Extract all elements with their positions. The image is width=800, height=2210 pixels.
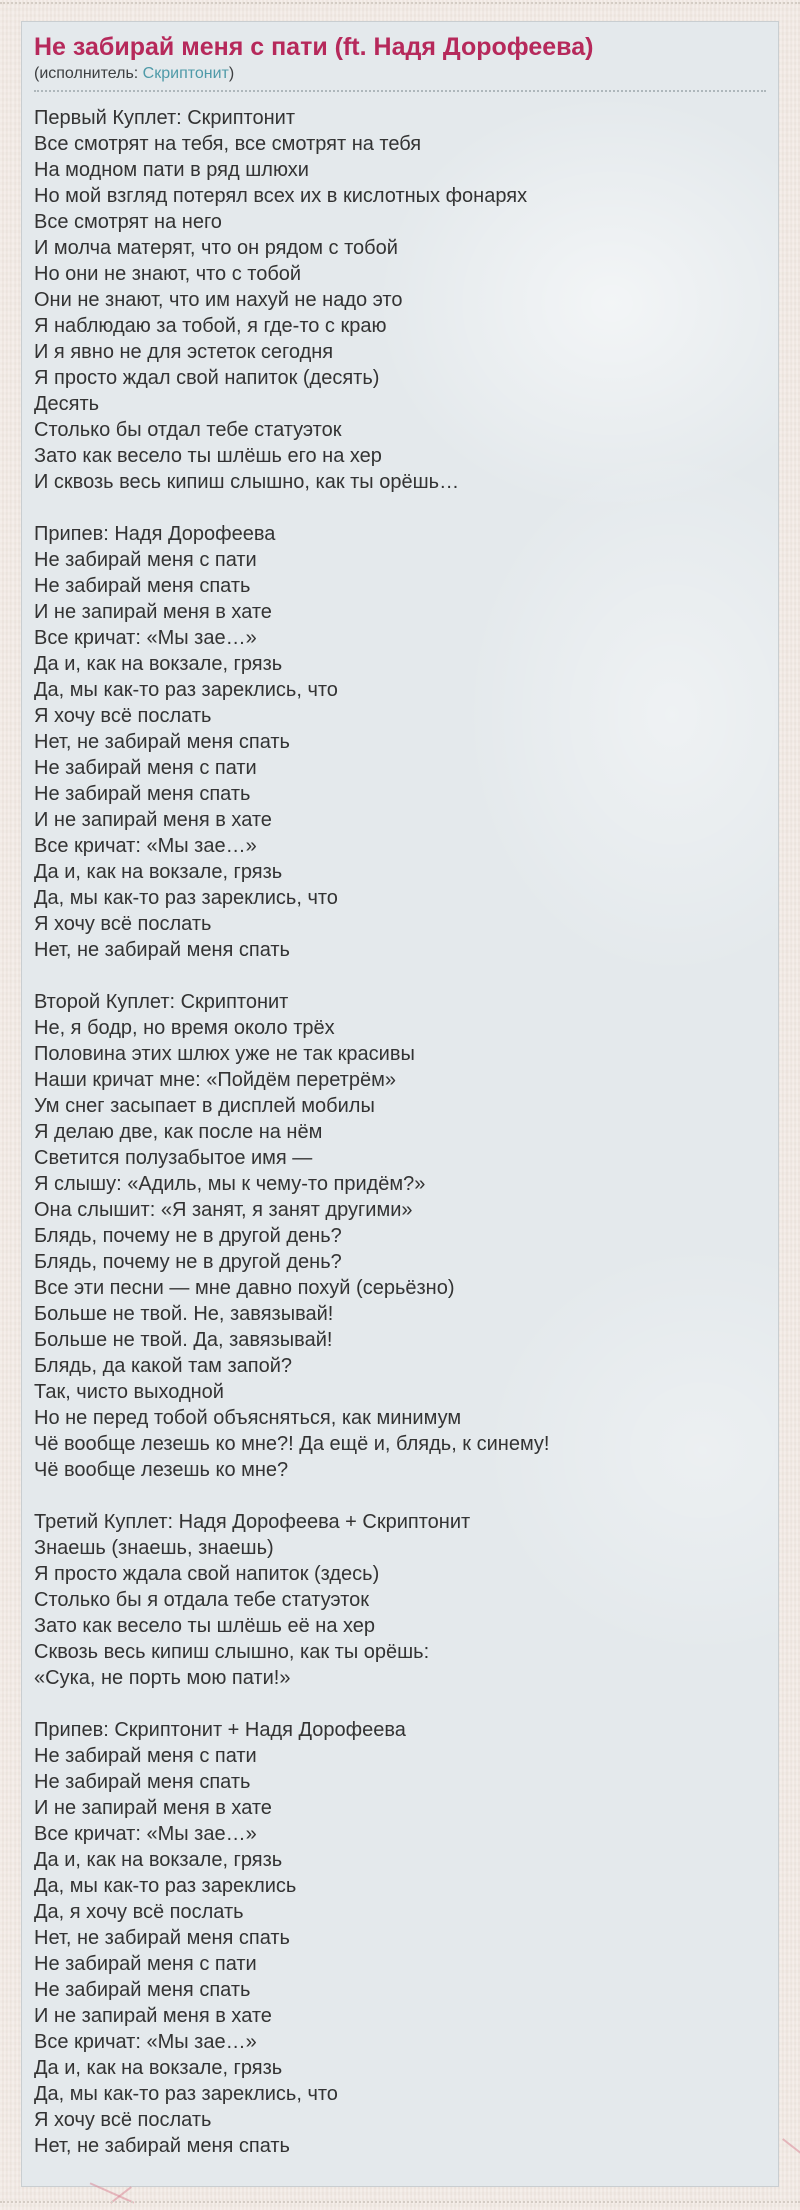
lyric-line: Да и, как на вокзале, грязь [34,653,283,675]
lyric-line: Знаешь (знаешь, знаешь) [34,1537,274,1559]
dashed-separator [34,90,766,92]
lyric-line: Нет, не забирай меня спать [34,1927,290,1949]
lyric-line: Наши кричат мне: «Пойдём перетрём» [34,1069,396,1091]
lyric-line: Первый Куплет: Скриптонит [34,107,295,129]
artist-label-suffix: ) [228,65,235,82]
lyric-line: Да, я хочу всё послать [34,1901,244,1923]
stanza [34,1509,766,1691]
lyric-line: Блядь, почему не в другой день? [34,1251,342,1273]
lyric-line: Не забирай меня с пати [34,757,257,779]
lyric-line: Ум снег засыпает в дисплей мобилы [34,1095,375,1117]
lyric-line: Я хочу всё послать [34,2109,212,2131]
lyric-line: И сквозь весь кипиш слышно, как ты орёшь… [34,471,460,493]
page-title: Не забирай меня с пати (ft. Надя Дорофеева) [34,33,594,61]
lyric-line: Не забирай меня с пати [34,1953,257,1975]
lyric-line: Не забирай меня с пати [34,1745,257,1767]
lyric-line: И молча матерят, что он рядом с тобой [34,237,398,259]
artist-label: (исполнитель: [34,65,143,82]
lyric-line: Да, мы как-то раз зареклись, что [34,679,338,701]
lyric-line: Припев: Скриптонит + Надя Дорофеева [34,1719,406,1741]
lyric-line: Но мой взгляд потерял всех их в кислотных фонарях [34,185,528,207]
lyric-line: И не запирай меня в хате [34,809,272,831]
lyric-line: Но они не знают, что с тобой [34,263,302,285]
lyric-line: Нет, не забирай меня спать [34,731,290,753]
lyric-line: Блядь, да какой там запой? [34,1355,292,1377]
lyric-line: Я слышу: «Адиль, мы к чему-то придём?» [34,1173,426,1195]
artist-link[interactable]: Скриптонит [142,65,229,82]
lyric-line: На модном пати в ряд шлюхи [34,159,309,181]
top-dotted-border [0,2,800,4]
lyric-line: Все кричат: «Мы зае…» [34,835,257,857]
lyric-line: Блядь, почему не в другой день? [34,1225,342,1247]
lyric-line: Второй Куплет: Скриптонит [34,991,289,1013]
lyric-line: Припев: Надя Дорофеева [34,523,276,545]
lyric-line: Они не знают, что им нахуй не надо это [34,289,403,311]
lyric-line: Да и, как на вокзале, грязь [34,1849,283,1871]
lyric-line: Да, мы как-то раз зареклись, что [34,887,338,909]
lyric-line: Не забирай меня спать [34,575,251,597]
lyric-line: «Сука, не порть мою пати!» [34,1667,291,1689]
lyric-line: Я просто ждала свой напиток (здесь) [34,1563,380,1585]
lyric-line: И не запирай меня в хате [34,601,272,623]
lyric-line: Зато как весело ты шлёшь её на хер [34,1615,376,1637]
lyric-line: Третий Куплет: Надя Дорофеева + Скриптонит [34,1511,471,1533]
lyric-line: Чё вообще лезешь ко мне? [34,1459,289,1481]
lyrics [34,105,766,2159]
lyric-line: Но не перед тобой объясняться, как минимум [34,1407,462,1429]
lyric-line: Я хочу всё послать [34,705,212,727]
lyric-line: Все кричат: «Мы зае…» [34,2031,257,2053]
lyric-line: И я явно не для эстеток сегодня [34,341,334,363]
lyric-line: Я хочу всё послать [34,913,212,935]
lyric-line: Все кричат: «Мы зае…» [34,1823,257,1845]
lyric-line: Она слышит: «Я занят, я занят другими» [34,1199,413,1221]
stanza [34,1717,766,2159]
artist-line [34,64,766,84]
bottom-dotted-border [0,2201,800,2203]
lyric-line: Не забирай меня спать [34,783,251,805]
lyric-line: Все эти песни — мне давно похуй (серьёзно) [34,1277,455,1299]
lyric-line: Не забирай меня спать [34,1771,251,1793]
lyric-line: Все смотрят на него [34,211,222,233]
lyric-line: Да и, как на вокзале, грязь [34,861,283,883]
lyric-line: Светится полузабытое имя — [34,1147,313,1169]
lyric-line: Столько бы отдал тебе статуэток [34,419,342,441]
lyric-line: Столько бы я отдала тебе статуэток [34,1589,369,1611]
stanza [34,105,766,495]
lyric-line: Да и, как на вокзале, грязь [34,2057,283,2079]
lyric-line: Зато как весело ты шлёшь его на хер [34,445,382,467]
lyric-line: Не забирай меня с пати [34,549,257,571]
lyric-line: Я делаю две, как после на нём [34,1121,323,1143]
lyric-line: Да, мы как-то раз зареклись [34,1875,297,1897]
lyric-line: Больше не твой. Да, завязывай! [34,1329,333,1351]
lyric-line: Да, мы как-то раз зареклись, что [34,2083,338,2105]
lyric-line: Нет, не забирай меня спать [34,2135,290,2157]
lyric-line: И не запирай меня в хате [34,1797,272,1819]
lyric-line: Десять [34,393,100,415]
lyric-line: Больше не твой. Не, завязывай! [34,1303,334,1325]
lyric-line: Не, я бодр, но время около трёх [34,1017,335,1039]
lyric-line: Не забирай меня спать [34,1979,251,2001]
lyric-line: Сквозь весь кипиш слышно, как ты орёшь: [34,1641,430,1663]
lyric-line: Половина этих шлюх уже не так красивы [34,1043,415,1065]
texture-scratch [782,2138,800,2156]
lyric-line: Я наблюдаю за тобой, я где-то с краю [34,315,387,337]
lyric-line: Все кричат: «Мы зае…» [34,627,257,649]
lyric-line: Я просто ждал свой напиток (десять) [34,367,380,389]
lyric-line: Так, чисто выходной [34,1381,224,1403]
lyric-line: Нет, не забирай меня спать [34,939,290,961]
lyric-line: Чё вообще лезешь ко мне?! Да ещё и, блядь, к синему! [34,1433,550,1455]
lyric-line: Все смотрят на тебя, все смотрят на тебя [34,133,422,155]
stanza [34,989,766,1483]
stanza [34,521,766,963]
lyrics-panel [21,21,779,2187]
lyric-line: И не запирай меня в хате [34,2005,272,2027]
